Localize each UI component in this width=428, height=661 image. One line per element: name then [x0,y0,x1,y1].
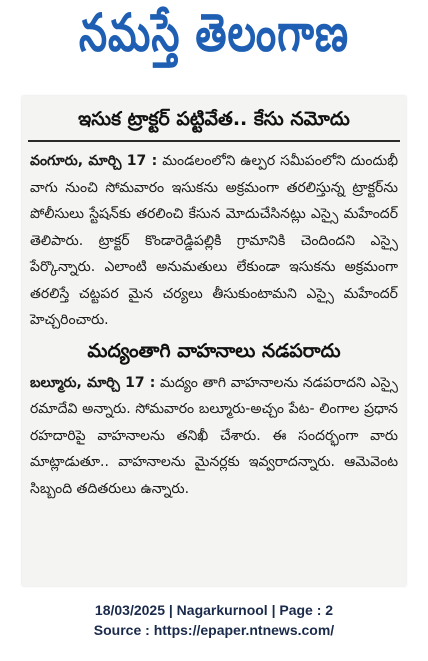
article-text: మండలంలోని ఉల్పర సమీపంలోని దుందుభీ వాగు నుంచి సోమవారం ఇసుకను అక్రమంగా తరలిస్తున్న ట్రాక్టర్‌ను పోలీసులు స్టేషన్‌కు తరలించి కేసున మోదుచేసినట్లు ఎస్సై మహేందర్ తెలిపారు. ట్రాక్టర్ కొండారెడ్డిపల్లికి గ్రామానికి చెందిందని ఎస్సై పేర్కొన్నారు. ఎలాంటి అనుమతులు లేకుండా ఇసుకను అక్రమంగా తరలిస్తే చట్టపర మైన చర్యలు తీసుకుంటామని ఎస్సై మహేందర్ హెచ్చరించారు. [30,153,399,328]
article-dateline: వంగూరు, మార్చి 17 : [30,153,158,169]
edition-info: 18/03/2025 | Nagarkurnool | Page : 2 [94,602,334,618]
article-headline: ఇసుక ట్రాక్టర్ పట్టివేత.. కేసు నమోదు [78,108,350,130]
article-dateline: బల్మూరు, మార్చి 17 : [30,374,156,391]
article-text: మద్యం తాగి వాహనాలను నడపరాదని ఎస్సై రమాదేవి అన్నారు. సోమవారం బల్మూరు-అచ్చం పేట- లింగాల ప్రధాన రహదారిపై వాహనాలను తనిఖీ చేశారు. ఈ సందర్భంగా వారు మాట్లాడుతూ.. వాహనాలను మైనర్లకు ఇవ్వరాదన్నారు. ఆమెవెంట సిబ్బంది తదితరులు ఉన్నారు. [30,374,398,497]
source-link[interactable]: Source : https://epaper.ntnews.com/ [93,622,335,638]
article-1 [22,106,406,334]
news-clipping [22,96,406,586]
article-body [30,148,398,334]
masthead [12,4,416,76]
headline-divider [28,140,400,142]
article-body [30,370,398,503]
newspaper-logo: నమస్తే తెలంగాణ [78,3,350,64]
article-2 [22,338,406,503]
article-headline: మద్యంతాగి వాహనాలు నడపరాదు [87,339,341,362]
